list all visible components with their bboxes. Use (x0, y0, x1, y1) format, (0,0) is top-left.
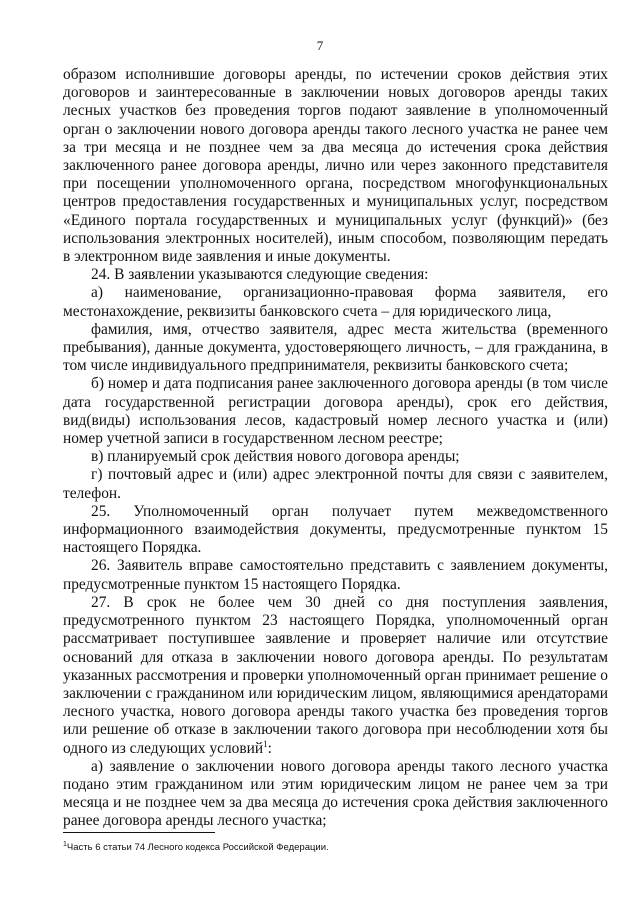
page-number: 7 (316, 38, 324, 53)
paragraph-item-25: 25. Уполномоченный орган получает путем межведомственного информационного взаимодействия документы, предусмотренные пунктом 15 настоящего Порядка. (63, 502, 608, 557)
paragraph-item-24-a-citizen: фамилия, имя, отчество заявителя, адрес места жительства (временного пребывания), данные документа, удостоверяющего личность, – для гражданина, в том числе индивидуального предпринимателя, реквизиты банковского счета; (63, 320, 608, 375)
paragraph-item-24: 24. В заявлении указываются следующие сведения: (91, 266, 429, 284)
document-body (63, 66, 608, 831)
paragraph-item-24-v: в) планируемый срок действия нового договора аренды; (91, 448, 460, 466)
footnote-reference[interactable]: 1 (263, 738, 268, 749)
footnote-marker: 1 (63, 840, 67, 848)
paragraph-item-24-b: б) номер и дата подписания ранее заключенного договора аренды (в том числе дата государственной регистрации договора аренды), срок его действия, вид(виды) использования лесов, кадастровый номер лесного участка и (или) номер учетной записи в государственном лесном реестре; (63, 375, 608, 448)
paragraph-continuation: образом исполнившие договоры аренды, по истечении сроков действия этих договоров и заинтересованные в заключении новых договоров аренды таких лесных участков без проведения торгов подают заявление в уполномоченный орган о заключении нового договора аренды такого лесного участка не ранее чем за три месяца и не позднее чем за два месяца до истечения срока действия заключенного ранее договора аренды, лично или через законного представителя при посещении уполномоченного органа, посредством многофункциональных центров предоставления государственных и муниципальных услуг, посредством «Единого портала государственных и муниципальных услуг (функций)» (без использования электронных носителей), иным способом, позволяющим передать в электронном виде заявления и иные документы. (63, 66, 608, 266)
footnote-divider (63, 832, 215, 833)
footnote (63, 842, 608, 854)
paragraph-item-27-end: : (267, 739, 272, 757)
paragraph-item-26: 26. Заявитель вправе самостоятельно представить с заявлением документы, предусмотренные пунктом 15 настоящего Порядка. (63, 557, 608, 593)
footnote-text: Часть 6 статьи 74 Лесного кодекса Российской Федерации. (66, 842, 329, 853)
paragraph-item-27-text: 27. В срок не более чем 30 дней со дня поступления заявления, предусмотренного пунктом 23 настоящего Порядка, уполномоченный орган рассматривает поступившее заявление и проверяет наличие или отсутствие оснований для отказа в заключении нового договора аренды. По результатам указанных рассмотрения и проверки уполномоченный орган принимает решение о заключении с гражданином или юридическим лицом, являющимися арендаторами лесного участка, нового договора аренды такого участка без проведения торгов или решение об отказе в заключении такого договора при несоблюдении хотя бы одного из следующих условий (63, 593, 608, 757)
paragraph-item-27-a: а) заявление о заключении нового договора аренды такого лесного участка подано этим гражданином или этим юридическим лицом не ранее чем за три месяца и не позднее чем за два месяца до истечения срока действия заключенного ранее договора аренды лесного участка; (63, 757, 608, 830)
paragraph-item-27 (63, 594, 608, 758)
paragraph-item-24-a: а) наименование, организационно-правовая форма заявителя, его местонахождение, реквизиты банковского счета – для юридического лица, (63, 284, 608, 320)
paragraph-item-24-g: г) почтовый адрес и (или) адрес электронной почты для связи с заявителем, телефон. (63, 466, 608, 502)
